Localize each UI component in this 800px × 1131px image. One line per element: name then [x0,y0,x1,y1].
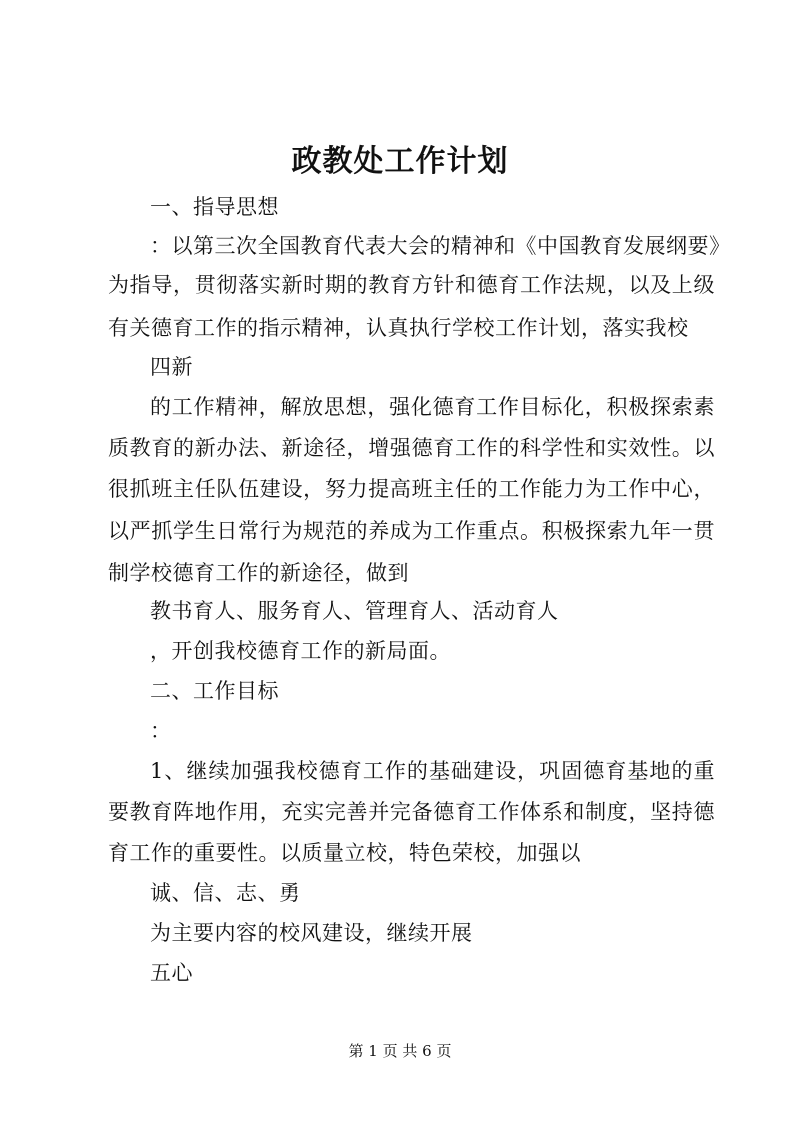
paragraph-line: 以严抓学生日常行为规范的养成为工作重点。积极探索九年一贯 [108,519,715,543]
section-heading-guiding-thought: 一、指导思想 [150,195,279,219]
paragraph-line: 的工作精神，解放思想，强化德育工作目标化，积极探索素 [150,395,715,419]
paragraph-line: 很抓班主任队伍建设，努力提高班主任的工作能力为工作中心， [108,477,715,501]
paragraph-line: ，开创我校德育工作的新局面。 [150,639,451,663]
paragraph-line: 有关德育工作的指示精神，认真执行学校工作计划，落实我校 [108,316,689,340]
paragraph-line: 育工作的重要性。以质量立校，特色荣校，加强以 [108,841,581,865]
page-footer: 第 1 页 共 6 页 [348,1042,452,1060]
paragraph-line: 1、继续加强我校德育工作的基础建设，巩固德育基地的重 [150,759,715,783]
paragraph-line: 制学校德育工作的新途径，做到 [108,561,409,585]
paragraph-line: 为主要内容的校风建设，继续开展 [150,921,473,945]
paragraph-line: 为指导，贯彻落实新时期的教育方针和德育工作法规，以及上级 [108,273,715,297]
paragraph-line: ：以第三次全国教育代表大会的精神和《中国教育发展纲要》 [150,234,731,258]
section-heading-work-goals: 二、工作目标 [150,679,279,703]
paragraph-line: 质教育的新办法、新途径，增强德育工作的科学性和实效性。以 [108,436,715,460]
document-title: 政教处工作计划 [291,144,509,179]
paragraph-line: 教书育人、服务育人、管理育人、活动育人 [150,599,559,623]
paragraph-line: 要教育阵地作用，充实完善并完备德育工作体系和制度，坚持德 [108,800,715,824]
paragraph-line: 五心 [150,961,193,985]
paragraph-line: 诚、信、志、勇 [150,881,301,905]
paragraph-line: ： [150,719,172,743]
paragraph-line: 四新 [150,355,193,379]
